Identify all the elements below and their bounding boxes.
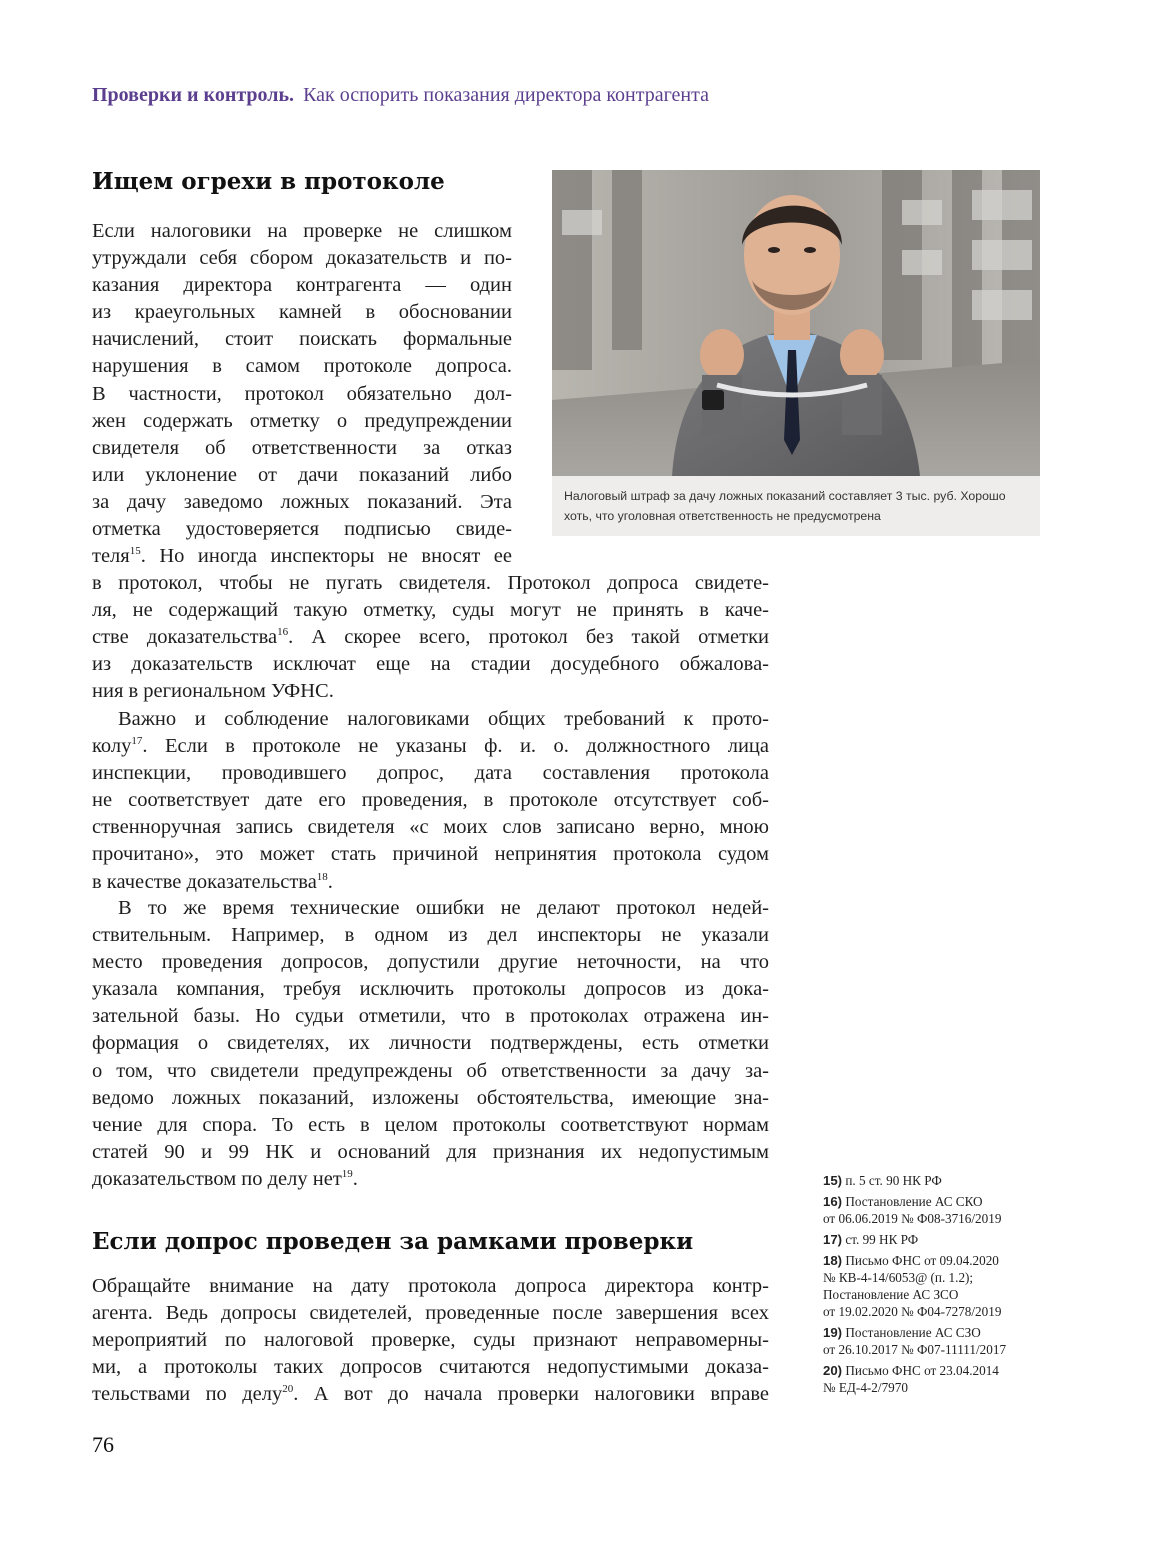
page-number: 76 [92,1432,114,1457]
paragraph: Если налоговики на проверке не слишком утруждали себя сбором доказательств и по- казания директора контрагента — один из краеугольных камней в обосновании начислений, стоит поискать формальные нарушения в самом протоколе допроса. В частности, протокол обязательно дол- жен содержать отметку о предупреждении свидетеля об ответственности за отказ или уклонение от дачи показаний либо за дачу заведомо ложных показаний. Эта отметка удостоверяется подписью свиде- теля$^{15}$. Но иногда инспекторы не вносят ее [92,220,512,568]
running-header-title: Как оспорить показания директора контрагента [303,84,709,106]
paragraph: Важно и соблюдение налоговиками общих требований к прото- колу$^{17}$. Если в протоколе не указаны ф. и. о. должностного лица инспекции, проводившего допрос, дата составления протокола не соответствует дате его проведения, в протоколе отсутствует соб- ственноручная запись свидетеля «с моих слов записано верно, мною прочитано», это может стать причиной непринятия протокола судом в качестве доказательства$^{18}$. [92,708,769,893]
footnote-18: 18) Письмо ФНС от 09.04.2020 № КВ-4-14/6053@ (п. 1.2); Постановление АС ЗСО от 19.02.2020 № Ф04-7278/2019 [823,1253,1002,1319]
footnote-ref-18[interactable]: 18 [316,870,328,883]
section-heading-protocol-errors: Ищем огрехи в протоколе [92,168,445,195]
footnote-15: 15) п. 5 ст. 90 НК РФ [823,1173,942,1188]
paragraph: Обращайте внимание на дату протокола допроса директора контр- агента. Ведь допросы свидетелей, проведенные после завершения всех мероприятий по налоговой проверке, суды признают неправомерны- ми, а протоколы таких допросов считаются недопустимыми доказа- тельствами по делу$^{20}$. А вот до начала проверки налоговики вправе [92,1275,769,1406]
running-header [92,84,1072,107]
footnote-ref-15[interactable]: 15 [129,545,141,558]
section-heading-outside-audit: Если допрос проведен за рамками проверки [92,1228,694,1255]
running-header-section: Проверки и контроль. [92,84,295,106]
footnote-17: 17) ст. 99 НК РФ [823,1232,919,1247]
footnote-ref-19[interactable]: 19 [341,1168,353,1181]
footnote-16: 16) Постановление АС СКО от 06.06.2019 № Ф08-3716/2019 [823,1194,1002,1226]
footnote-19: 19) Постановление АС СЗО от 26.10.2017 № Ф07-11111/2017 [823,1325,1007,1357]
footnote-ref-16[interactable]: 16 [277,626,289,639]
footnote-20: 20) Письмо ФНС от 23.04.2014 № ЕД-4-2/7970 [823,1363,999,1395]
paragraph-continued: в протокол, чтобы не пугать свидетеля. Протокол допроса свидете- ля, не содержащий такую отметку, суды могут не принять в каче- стве доказательства$^{16}$. А скорее всего, протокол без такой отметки из доказательств исключат еще на стадии досудебного обжалова- ния в региональном УФНС. [92,572,769,703]
footnotes [823,1172,1053,1400]
figure [552,170,1040,536]
paragraph: В то же время технические ошибки не делают протокол недей- ствительным. Например, в одном из дел инспекторы не указали место проведения допросов, допустили другие неточности, на что указала компания, требуя исключить протоколы допросов из дока- зательной базы. Но судьи отметили, что в протоколах отражена ин- формация о свидетелях, их личности подтверждены, есть отметки о том, что свидетели предупреждены об ответственности за дачу за- ведомо ложных показаний, изложены обстоятельства, имеющие зна- чение для спора. То есть в целом протоколы соответствуют нормам статей 90 и 99 НК и оснований для признания их недопустимым доказательством по делу нет$^{19}$. [92,897,769,1190]
footnote-ref-17[interactable]: 17 [131,735,143,748]
photo-caption: Налоговый штраф за дачу ложных показаний составляет 3 тыс. руб. Хорошо хоть, что уголовная ответственность не предусмотрена [564,489,1006,523]
footnote-ref-20[interactable]: 20 [282,1383,294,1396]
photo-man-in-handcuffs [552,170,1040,476]
